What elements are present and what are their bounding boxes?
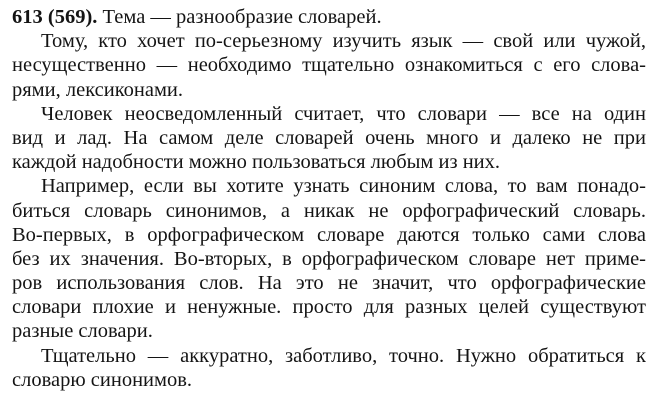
- paragraph-line: Во-первых, в орфографическом словаре даются только сами слова: [12, 223, 646, 246]
- paragraph-line: несущественно — необходимо тщательно ознакомиться с его слова-: [12, 54, 646, 77]
- paragraph-line: каждой надобности можно пользоваться любым из них.: [12, 151, 501, 174]
- paragraph-2: [12, 102, 646, 175]
- paragraph-line: разные словари.: [12, 320, 153, 343]
- exercise-heading: [12, 5, 646, 29]
- paragraph-line: вид и лад. На самом деле словарей очень много и далеко не при: [12, 126, 646, 149]
- paragraph-line: ров использования слов. На это не значит, что орфографические: [12, 272, 646, 295]
- paragraph-line: Например, если вы хотите узнать синоним слова, то вам понадо-: [41, 175, 646, 198]
- paragraph-1: [12, 29, 646, 102]
- paragraph-3: [12, 174, 646, 343]
- paragraph-line: рями, лексиконами.: [12, 78, 184, 101]
- paragraph-line: биться словарь синонимов, а никак не орфографический словарь.: [12, 199, 646, 222]
- exercise-title: Тема — разнообразие словарей.: [102, 6, 382, 28]
- paragraph-line: Человек неосведомленный считает, что словари — все на один: [41, 102, 646, 125]
- paragraph-4: [12, 344, 646, 392]
- paragraph-line: Тому, кто хочет по-серьезному изучить язык — свой или чужой,: [41, 30, 646, 53]
- paragraph-line: словари плохие и ненужные. просто для разных целей существуют: [12, 296, 646, 319]
- paragraph-line: Тщательно — аккуратно, заботливо, точно. Нужно обратиться к: [41, 344, 646, 367]
- exercise-number: 613 (569).: [12, 6, 98, 28]
- paragraph-line: без их значения. Во-вторых, в орфографическом словаре нет приме-: [12, 247, 646, 270]
- paragraph-line: словарю синонимов.: [12, 368, 193, 391]
